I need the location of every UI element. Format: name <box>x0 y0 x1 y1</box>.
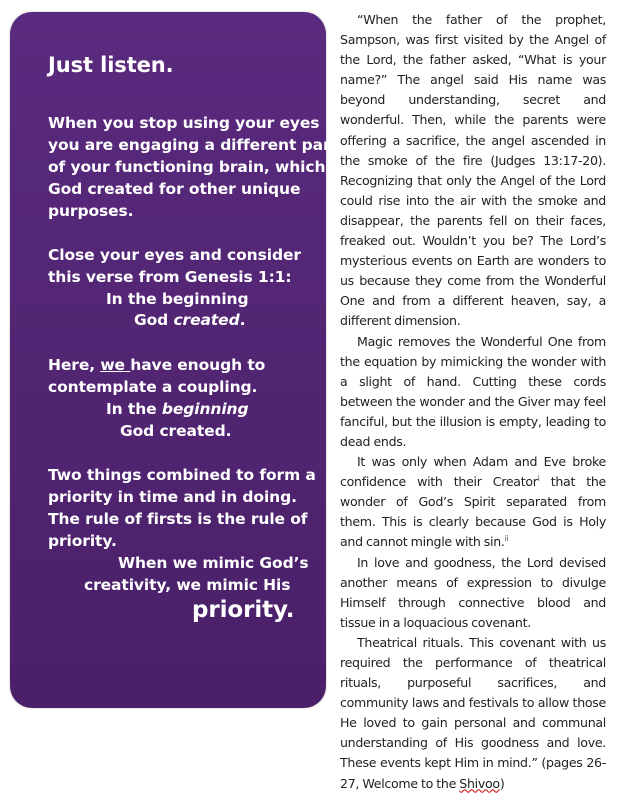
sidebar-paragraph-line: creativity, we mimic His <box>84 576 291 594</box>
article-paragraph: Theatrical rituals. This covenant with us required the performance of theatrical rituals, purposeful sacrifices, and community laws and festivals to allow those He loved to gain personal and communal understanding of His goodness and love. These events kept Him in mind.” (pages 26-27, Welcome to the Shivoo) <box>340 634 606 791</box>
article-paragraph: Magic removes the Wonderful One from the equation by mimicking the wonder with a slight of hand. Cutting these cords between the wonder and the Giver may feel fanciful, but the illusion is empty, leading to dead ends. <box>340 333 606 449</box>
sidebar-paragraph-line: When we mimic God’s <box>118 554 309 572</box>
article-column <box>340 10 606 794</box>
scripture-reference: (Judges 13:17-20) <box>490 152 603 168</box>
sidebar-paragraph-line: purposes. <box>48 202 134 220</box>
sidebar-paragraph-line: Close your eyes and consider <box>48 246 301 264</box>
verse-line: In the beginning <box>106 290 249 308</box>
sidebar-paragraph-line: of your functioning brain, which <box>48 158 326 176</box>
verse-line: God created. <box>134 311 246 329</box>
sidebar-paragraph-line: Here, we have enough to <box>48 356 266 374</box>
sidebar-paragraph-line: priority in time and in doing. <box>48 488 297 506</box>
sidebar-callout <box>10 12 338 708</box>
sidebar-paragraph-line: this verse from Genesis 1:1: <box>48 268 292 286</box>
verse-line: God created. <box>120 422 232 440</box>
verse-line: In the beginning <box>106 400 249 418</box>
article-paragraph: In love and goodness, the Lord devised another means of expression to divulge Himself through connective blood and tissue in a loquacious covenant. <box>340 554 606 630</box>
sidebar-paragraph-line: Two things combined to form a <box>48 466 316 484</box>
sidebar-title: Just listen. <box>48 53 174 77</box>
endnote-marker: ii <box>504 534 509 544</box>
sidebar-closing-word: priority. <box>192 597 295 623</box>
article-paragraph: “When the father of the prophet, Sampson, was first visited by the Angel of the Lord, the father asked, “What is your name?” The angel said His name was beyond understanding, secret and wonderful. Then, while the parents were offering a sacrifice, the angel ascended in the smoke of the fire (Judges 13:17-20). Recognizing that only the Angel of the Lord could rise into the air with the smoke and disappear, the parents fell on their faces, freaked out. Wouldn’t you be? The Lord’s mysterious events on Earth are wonders to us because they come from the Wonderful One and from a different heaven, say, a different dimension. <box>340 12 606 329</box>
sidebar-paragraph-line: contemplate a coupling. <box>48 378 258 396</box>
misspelled-word: Shivoo <box>459 775 500 791</box>
sidebar-paragraph-line: When you stop using your eyes <box>48 114 320 132</box>
sidebar-paragraph-line: you are engaging a different part <box>48 136 338 154</box>
sidebar-paragraph-line: God created for other unique <box>48 180 301 198</box>
sidebar-paragraph-line: priority. <box>48 532 117 550</box>
article-paragraph: It was only when Adam and Eve broke confidence with their Creator$^i$ that the wonder of God’s Spirit separated from them. This is clearly because God is Holy and cannot mingle with sin.$^{ii}$ <box>340 454 606 550</box>
sidebar-paragraph-line: The rule of firsts is the rule of <box>48 510 308 528</box>
endnote-marker: i <box>537 473 540 483</box>
